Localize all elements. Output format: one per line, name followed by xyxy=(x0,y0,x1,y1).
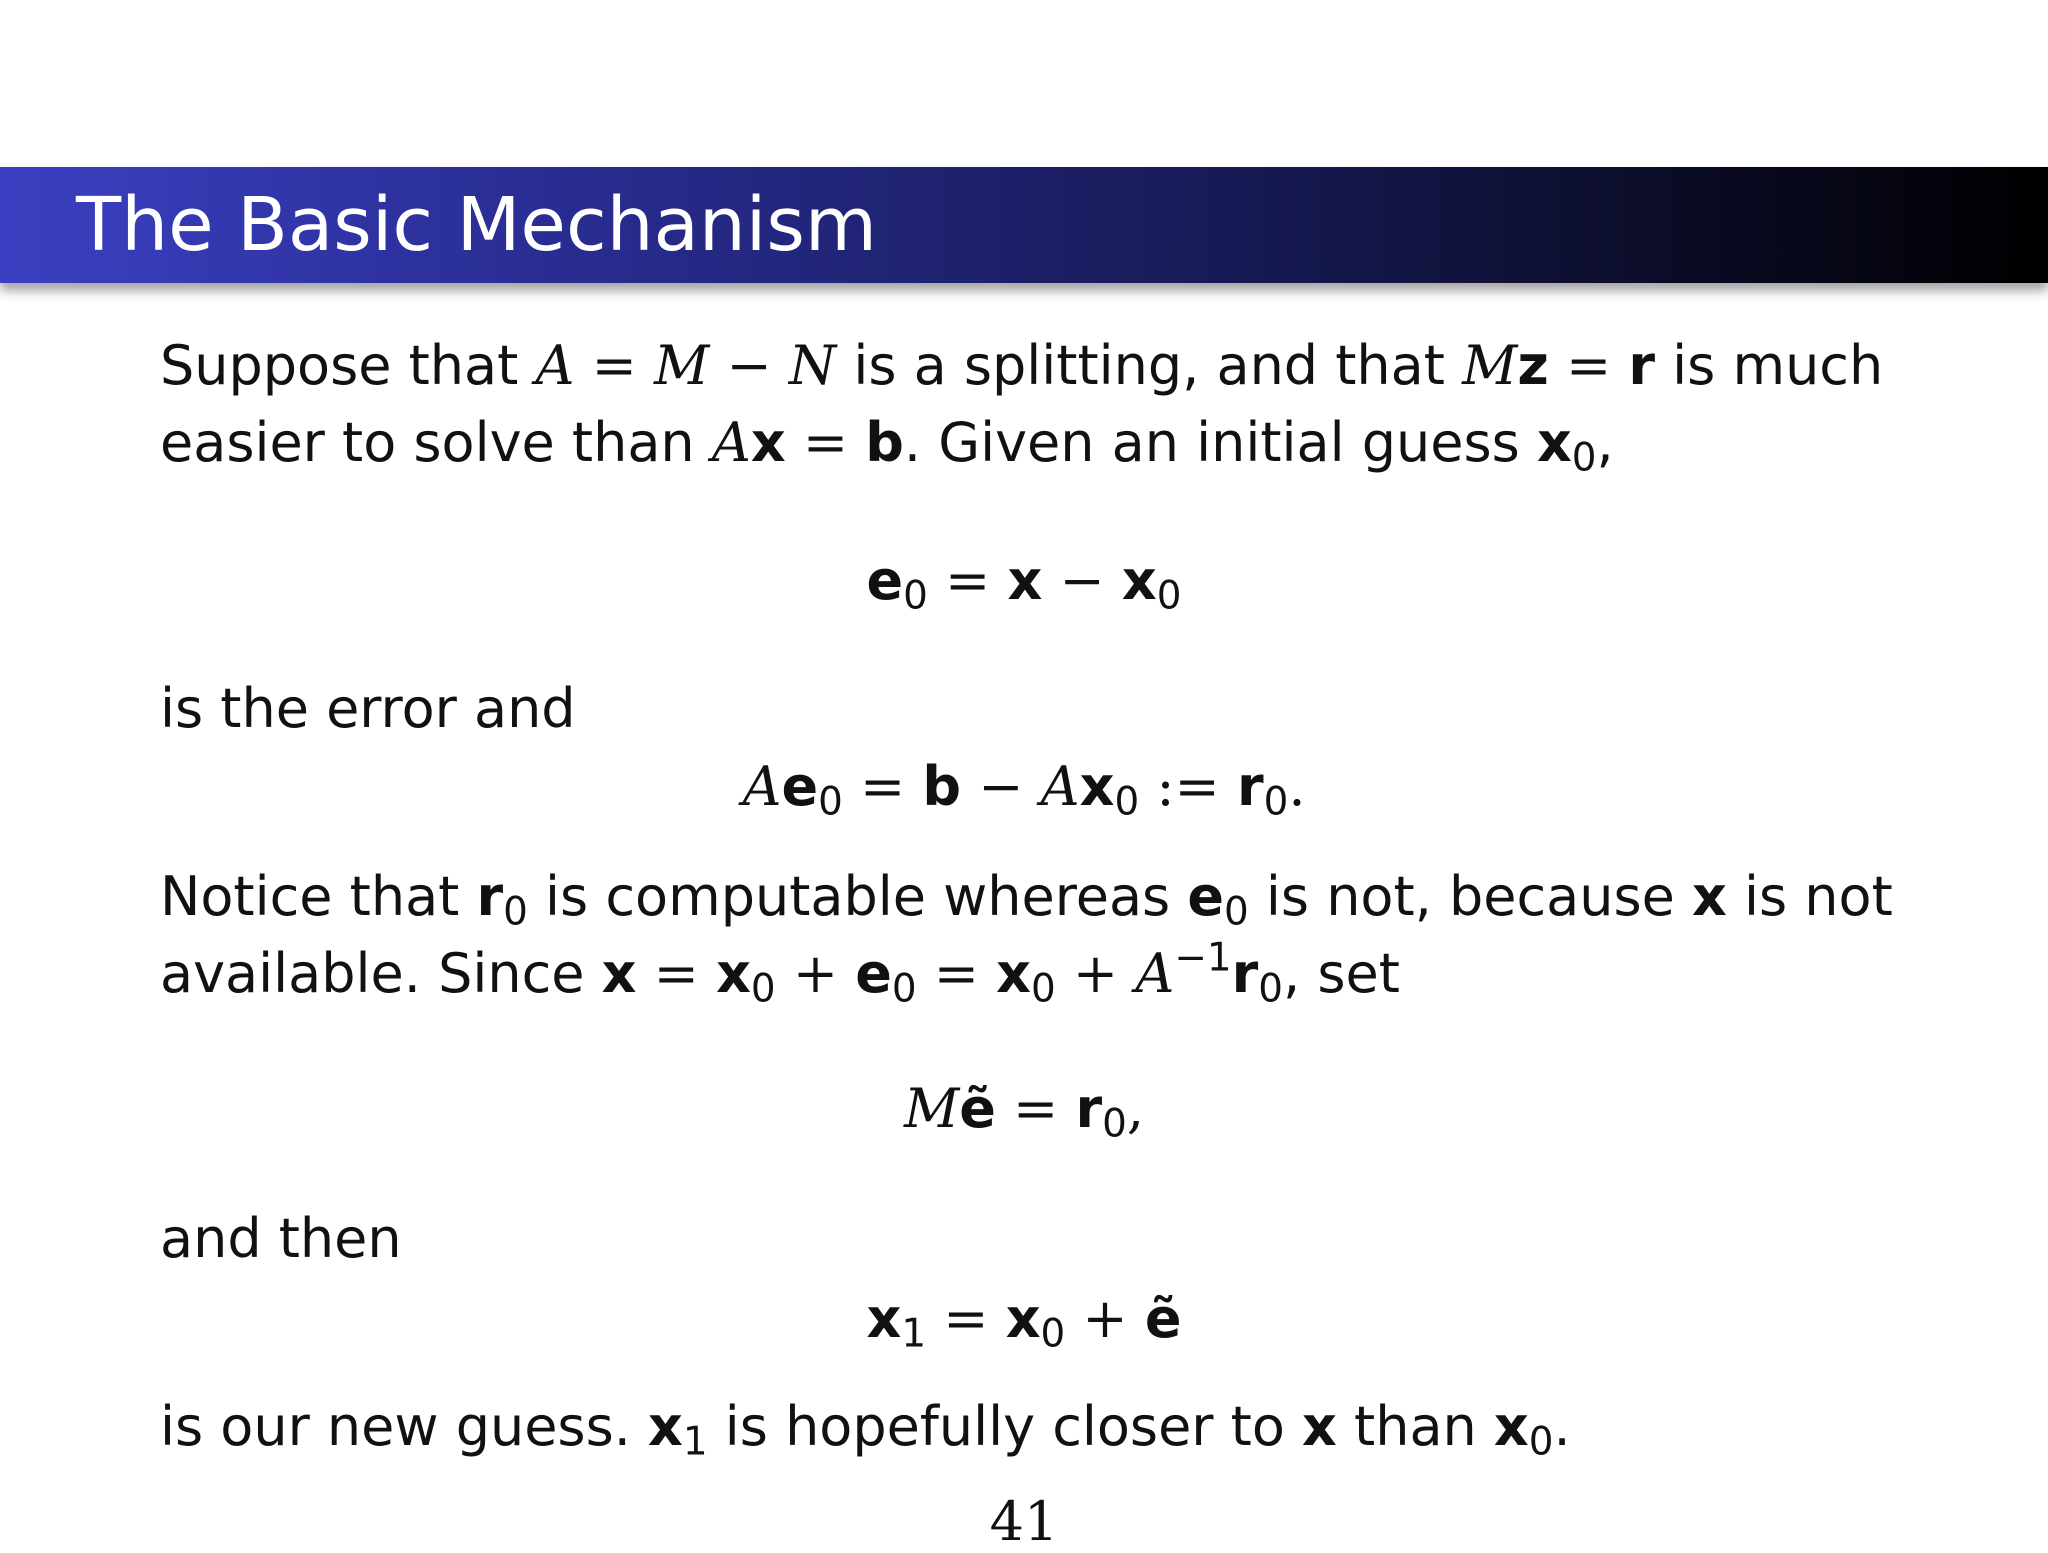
slide-title: The Basic Mechanism xyxy=(76,182,877,268)
equation-update: $x_1 = x_0$ + ẽ xyxy=(866,1287,1182,1357)
paragraph-line-2: easier to solve than Ax = b. Given an initial guess $x_0$, xyxy=(160,411,1614,481)
paragraph-line-6: and then xyxy=(160,1207,402,1270)
paragraph-line-3: is the error and xyxy=(160,677,576,740)
paragraph-line-7: is our new guess. $x_1$ is hopefully closer to x than $x_0$. xyxy=(160,1395,1571,1465)
paragraph-line-1: Suppose that A = M − N is a splitting, and that Mz = r is much xyxy=(160,334,1884,397)
equation-residual: $Ae_0 = b - Ax_0$ := $r_0$. xyxy=(742,755,1306,825)
paragraph-line-5: available. Since $x = x_0 + e_0 = x_0 + A^{-1}r_0$, set xyxy=(160,935,1400,1012)
equation-correction-solve: Mẽ = $r_0$, xyxy=(903,1077,1145,1147)
title-bar xyxy=(0,167,2048,283)
page-number: 41 xyxy=(989,1490,1059,1553)
paragraph-line-4: Notice that $r_0$ is computable whereas $e_0$ is not, because x is not xyxy=(160,865,1893,935)
equation-error-definition: $e_0 = x - x_0$ xyxy=(866,549,1182,619)
